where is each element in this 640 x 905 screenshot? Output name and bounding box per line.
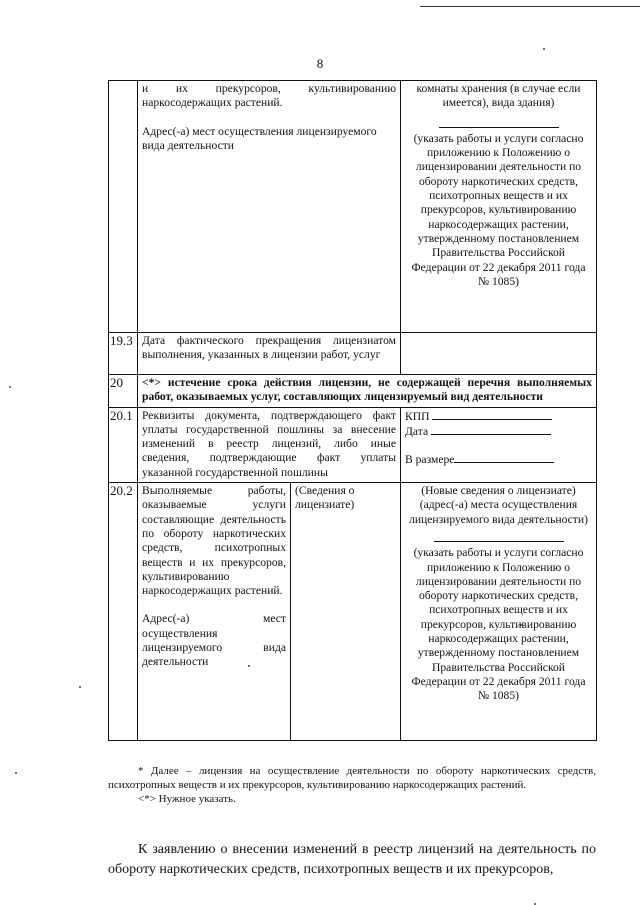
row-description-cell <box>138 483 291 741</box>
date-field <box>431 424 551 435</box>
fill-in-line <box>434 531 564 542</box>
kpp-field <box>432 409 552 420</box>
licensee-info-label: (Сведения о лицензиате) <box>295 484 355 512</box>
table-row-20 <box>109 375 597 408</box>
row-number: 20 <box>109 375 138 408</box>
amount-field <box>454 452 554 463</box>
row-number-cell <box>109 81 138 333</box>
footnote-specify: <*> Нужное указать. <box>138 793 236 805</box>
works-instructions: (указать работы и услуги согласно приложению к Положению о лицензировании деятельности по обороту наркотических средств, психотропных веществ и их прекурсоров, культивированию наркосодержащих растении, утвержденному постановлением Правительства Российской Федерации от 22 декабря 2011 года № 1085) <box>411 131 586 288</box>
row-number: 20.2 <box>109 483 138 741</box>
table-row-20-2 <box>109 483 597 741</box>
row-description: и их прекурсоров, культивированию наркосодержащих растений. <box>142 82 396 110</box>
row-description-cell <box>138 81 401 333</box>
row-description: Дата фактического прекращения лицензиатом выполнения, указанных в лицензии работ, услуг <box>138 333 401 375</box>
section-heading: <*> истечение срока действия лицензии, не содержащей перечня выполняемых работ, оказываемых услуг, составляющих лицензируемый вид деятельности <box>138 375 597 408</box>
table-row-continued <box>109 81 597 333</box>
payment-details-cell <box>401 407 597 482</box>
row-description: Реквизиты документа, подтверждающего факт уплаты государственной пошлины за внесение изменений в реестр лицензий, либо иные сведения, подтверждающие факт уплаты указанной государственной пошлины <box>138 407 401 482</box>
new-info-cell <box>401 483 597 741</box>
works-instructions: (указать работы и услуги согласно приложению к Положению о лицензировании деятельности по обороту наркотических средств, психотропных веществ и их прекурсоров, культивированию наркосодержащих растении, утвержденному постановлением Правительства Российской Федерации от 22 декабря 2011 года № 1085) <box>411 546 586 703</box>
row-number: 20.1 <box>109 407 138 482</box>
kpp-label: КПП <box>405 409 430 423</box>
licensee-info-cell <box>291 483 401 741</box>
date-label: Дата <box>405 424 429 438</box>
top-edge-line <box>420 6 640 7</box>
footnotes <box>108 764 596 806</box>
row-value-cell <box>401 333 597 375</box>
license-changes-table <box>108 80 597 741</box>
amount-label: В размере <box>405 453 455 467</box>
address-label: Адрес(-а) мест осуществления лицензируемого вида деятельности <box>142 612 286 669</box>
premises-note: комнаты хранения (в случае если имеется), вида здания) <box>416 82 581 110</box>
scan-speck <box>9 386 11 388</box>
address-label: Адрес(-а) мест осуществления лицензируемого вида деятельности <box>142 124 377 152</box>
footnote-license: * Далее – лицензия на осуществление деятельности по обороту наркотических средств, психотропных веществ и их прекурсоров, культивированию наркосодержащих растений. <box>108 765 596 791</box>
row-number: 19.3 <box>109 333 138 375</box>
table-row-20-1 <box>109 407 597 482</box>
page-number: 8 <box>316 56 324 71</box>
scan-speck <box>79 686 81 688</box>
row-value-cell <box>401 81 597 333</box>
table-row-19-3 <box>109 333 597 375</box>
new-info-label: (Новые сведения о лицензиате) (адрес(-а) места осуществления лицензируемого вида деятельности) <box>409 484 588 526</box>
fill-in-line <box>439 117 559 128</box>
row-description: Выполняемые работы, оказываемые услуги составляющие деятельность по обороту наркотических средств, психотропных веществ и их прекурсоров, культивированию наркосодержащих растений. <box>142 484 286 598</box>
scan-speck <box>543 48 545 50</box>
scan-speck <box>15 772 17 774</box>
closing-paragraph: К заявлению о внесении изменений в реестр лицензий на деятельность по обороту наркотических средств, психотропных веществ и их прекурсоров, <box>108 842 596 877</box>
